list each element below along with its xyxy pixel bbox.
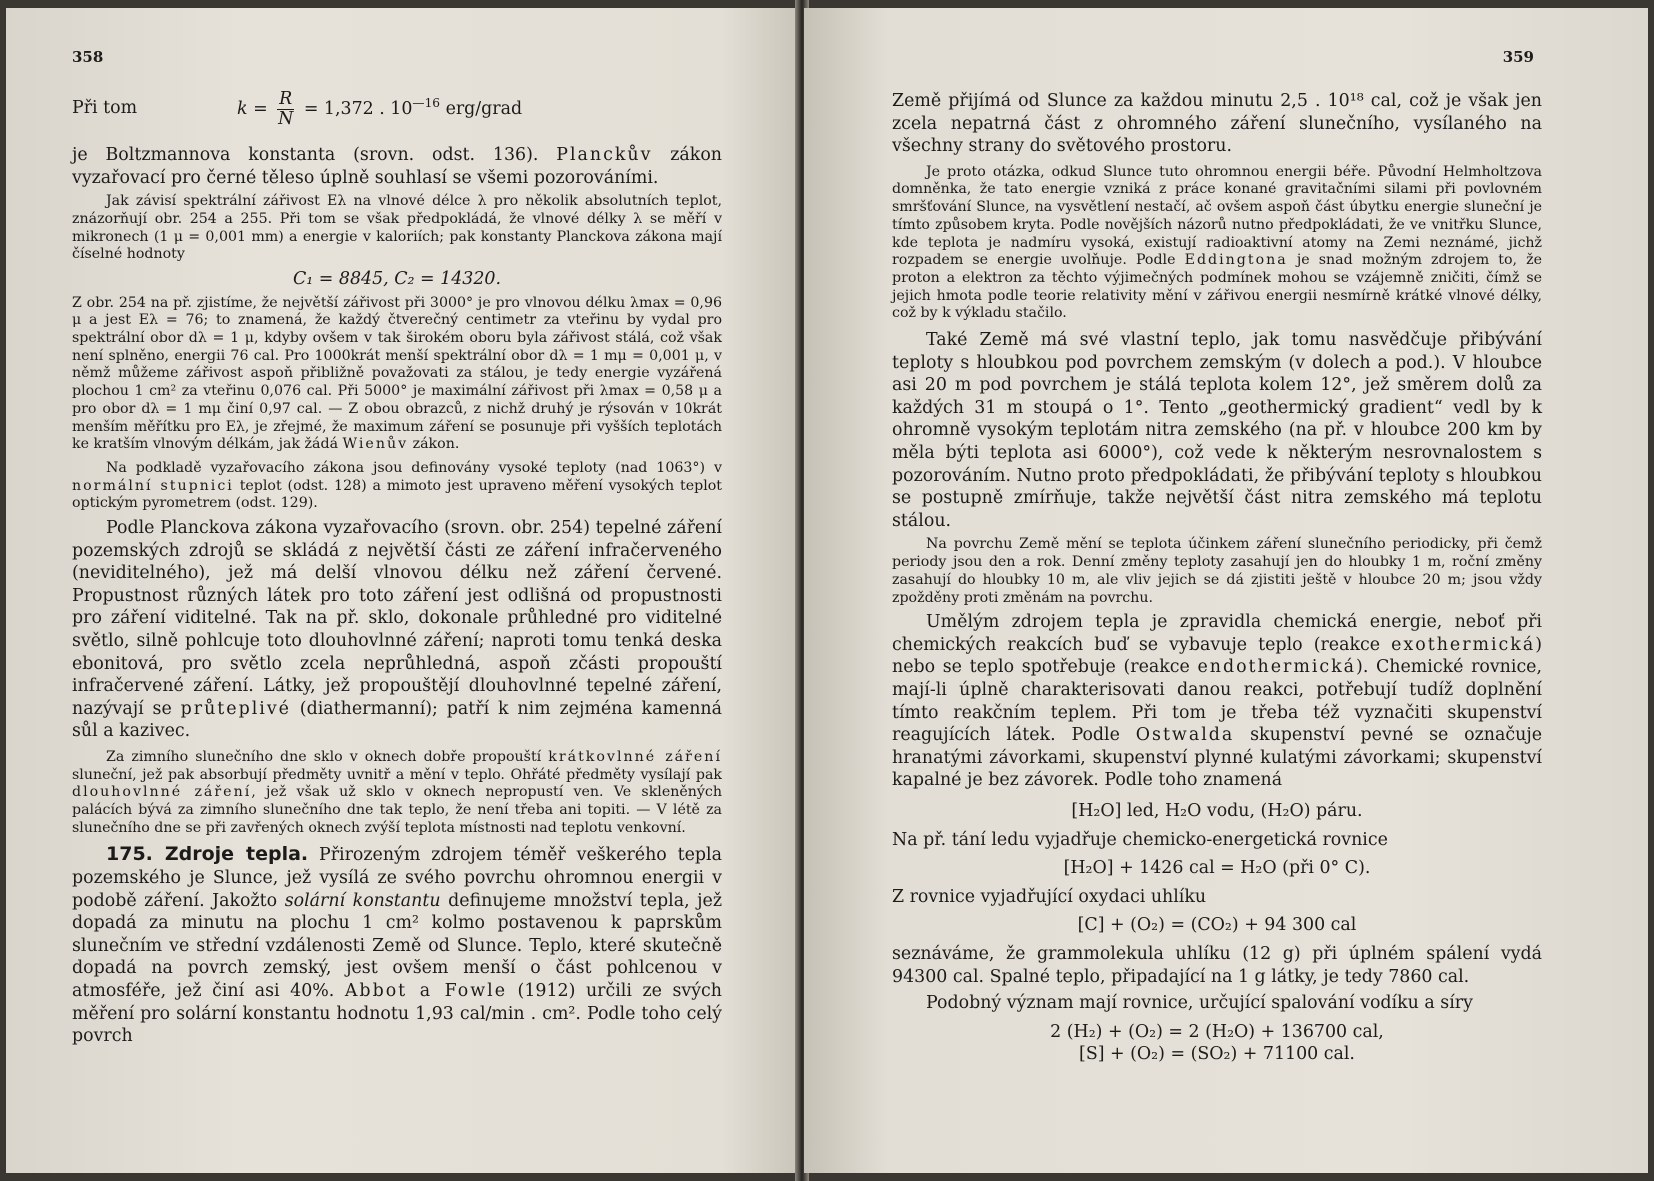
paragraph-small: Na povrchu Země mění se teplota účinkem záření slunečního periodicky, při čemž periody jsou den a rok. Denní změny teploty zasahují jen do hloubky 1 m, roční změny zasahují do hloubky 10 m, ale vliv jejich se dá zjistiti ještě v hloubce 20 m; jsou vždy zpožděny proti změnám na povrchu. [892,536,1542,606]
paragraph: Z rovnice vyjadřující oxydaci uhlíku [892,886,1207,907]
spaced-name: Wienův [342,436,409,453]
equation: 2 (H₂) + (O₂) = 2 (H₂O) + 136700 cal, [1050,1021,1384,1042]
paragraph: Také Země má své vlastní teplo, jak tomu nasvědčuje přibývání teploty s hloubkou pod povrchem zemským (v dolech a pod.). V hloubce asi 20 m pod povrchem je stálá teplota kolem 12°, jež směrem dolů za každých 31 m stoupá o 1°. Tento „geothermický gradient“ vedl by k ohromně vysokým teplotám nitra zemského (na př. v hloubce 200 km by měla býti teplota asi 6000°), což vede k některým nesrovnalostem s pozorováním. Nutno proto předpokládati, že přibývání teploty s hloubkou se postupně zmírňuje, takže největší část nitra zemského má teplotu stálou. [892,330,1542,531]
spaced-term: endothermická [1197,657,1357,678]
spaced-name: Ostwalda [1135,725,1235,746]
numerator: R [279,89,293,109]
right-page [804,8,1648,1173]
equation: [H₂O] led, H₂O vodu, (H₂O) páru. [1071,801,1363,822]
paragraph: Na př. tání ledu vyjadřuje chemicko-energetická rovnice [892,829,1388,850]
page-number: 358 [72,48,104,66]
eq-unit: erg/grad [440,99,523,119]
paragraph-small: Je proto otázka, odkud Slunce tuto ohromnou energii béře. Původní Helmholtzova domněnka, že tato energie vzniká z práce konané gravitačními silami při povlovném smršťování Slunce, na vysvětlení nestačí, ač ovšem aspoň část úbytku energie sluneční je tímto způsobem kryta. Podle novějších názorů nutno předpokládati, že ve vnitřku Slunce, kde teplota je nadmíru vysoká, existují radioaktivní atomy na Zemi neznámé, jichž rozpadem se energie uvolňuje. Podle Eddingtona je snad možným zdrojem to, že proton a elektron za těchto výjimečných podmínek mohou se vzájemně zničiti, čímž se jejich hmota podle teorie relativity mění v zářivou energii nesmírně krátké vlnové délky, což by k výkladu stačilo. [892,163,1543,322]
section-heading: 175. Zdroje tepla. [106,843,309,866]
spaced-term: dlouhovlnné záření [72,784,252,801]
fraction [277,90,294,129]
spaced-name: Abbot a Fowle [344,981,507,1002]
denominator: N [278,109,294,129]
eq-lhs: k = [237,99,268,119]
intro-label: Při tom [72,98,138,118]
spaced-name: Planckův [556,145,653,165]
paragraph-small: Za zimního slunečního dne sklo v oknech dobře propouští krátkovlnné záření sluneční, jež pak absorbují předměty uvnitř a mění v teplo. Ohřáté předměty vysílají pak dlouhovlnné záření, jež však už sklo v oknech nepropustí ven. Ve skleněných palácích bývá za zimního slunečního dne tak teplo, že není třeba ani topiti. — V létě za slunečního dne se při zavřených oknech zvýší teplota místnosti nad teplotu venkovní. [72,748,722,836]
section-175: 175. Zdroje tepla. Přirozeným zdrojem téměř veškerého tepla pozemského je Slunce, jež vysílá ze svého povrchu ohromnou energii v podobě záření. Jakožto solární konstantu definujeme množství tepla, jež dopadá za minutu na plochu 1 cm² kolmo postavenou k paprskům slunečním ve střední vzdálenosti Země od Slunce. Teplo, které skutečně dopadá na povrch zemský, jest ovšem menší o část pohlcenou v atmosféře, jež činí asi 40%. Abbot a Fowle (1912) určili ze svých měření pro solární konstantu hodnotu 1,93 cal/min . cm². Podle toho celý povrch [72,843,723,1047]
italic-term: solární konstantu [284,890,441,911]
spaced-term: průteplivé [180,698,291,719]
equation-constants: C₁ = 8845, C₂ = 14320. [293,269,501,289]
equation: [H₂O] + 1426 cal = H₂O (při 0° C). [1063,858,1371,879]
spaced-term: exothermická [1391,634,1536,655]
page-number: 359 [1502,48,1534,66]
paragraph-small: Jak závisí spektrální zářivost Eλ na vlnové délce λ pro několik absolutních teplot, znázorňují obr. 254 a 255. Při tom se však předpokládá, že vlnové délky λ se měří v mikronech (1 μ = 0,001 mm) a energie v kaloriích; pak konstanty Planckova zákona mají číselné hodnoty [72,193,722,263]
paragraph: Země přijímá od Slunce za každou minutu 2,5 . 10¹⁸ cal, což je však jen zcela nepatrná část z ohromného záření slunečního, vysílaného na všechny strany do světového prostoru. [892,91,1542,157]
equation: [S] + (O₂) = (SO₂) + 71100 cal. [1079,1044,1355,1065]
equation: [C] + (O₂) = (CO₂) + 94 300 cal [1077,915,1357,936]
spaced-term: krátkovlnné záření [548,748,722,765]
left-page-text [72,90,722,1048]
spaced-term: normální stupnici [72,477,234,494]
paragraph: Umělým zdrojem tepla je zpravidla chemická energie, neboť při chemických reakcích buď se vybavuje teplo (reakce exothermická) nebo se teplo spotřebuje (reakce endothermická). Chemické rovnice, mají-li úplně charakterisovati danou reakci, potřebují tudíž doplnění tímto reakčním teplem. Při tom je třeba též vyznačiti skupenství reagujících látek. Podle Ostwalda skupenství pevné se označuje hranatými závorkami, skupenství plynné kulatými závorkami; skupenství kapalné je bez závorek. Podle toho znamená [892,612,1542,791]
paragraph: je Boltzmannova konstanta (srovn. odst. 136). Planckův zákon vyzařovací pro černé těleso úplně souhlasí se všemi pozorováními. [72,145,722,188]
paragraph: Podobný význam mají rovnice, určující spalování vodíku a síry [926,993,1473,1014]
eq-exponent: —16 [412,96,441,111]
spaced-name: Eddingtona [1184,252,1288,269]
equation-k [237,90,522,129]
eq-rhs: = 1,372 . 10 [303,99,413,119]
boltzmann-equation [72,90,722,144]
paragraph-small: Z obr. 254 na př. zjistíme, že největší zářivost při 3000° je pro vlnovou délku λmax = 0,96 μ a jest Eλ = 76; to znamená, že každý čtverečný centimetr za vteřinu by vydal pro spektrální obor dλ = 1 μ, kdyby ovšem v tak širokém oboru byla zářivost stálá, což však není splněno, energii 76 cal. Pro 1000krát menší spektrální obor dλ = 1 mμ = 0,001 μ, v němž můžeme zářivost aspoň přibližně považovati za stálou, je tedy energie vyzářená plochou 1 cm² za vteřinu 0,076 cal. Při 5000° je maximální zářivost při λmax = 0,58 μ a pro obor dλ = 1 mμ činí 0,97 cal. — Z obou obrazců, z nichž druhý je rýsován v 10krát menším měřítku pro Eλ, je zřejmé, že maximum záření se posunuje při vyšších teplotách ke kratším vlnovým délkám, jak žádá Wienův zákon. [72,294,722,453]
left-page [6,8,801,1173]
right-page-text [892,90,1542,1066]
paragraph-small: Na podkladě vyzařovacího zákona jsou definovány vysoké teploty (nad 1063°) v normální stupnici teplot (odst. 128) a mimoto jest upraveno měření vysokých teplot optickým pyrometrem (odst. 129). [72,459,722,512]
paragraph: seznáváme, že grammolekula uhlíku (12 g) při úplném spálení vydá 94300 cal. Spalné teplo, připadající na 1 g látky, je tedy 7860 cal. [892,943,1542,987]
paragraph: Podle Planckova zákona vyzařovacího (srovn. obr. 254) tepelné záření pozemských zdrojů se skládá z největší části ze záření infračerveného (neviditelného), jež má delší vlnovou délku než záření červené. Propustnost různých látek pro toto záření jest odlišná od propustnosti pro záření viditelné. Tak na př. sklo, dokonale průhledné pro viditelné světlo, silně pohlcuje toto dlouhovlnné záření; naproti tomu tenká deska ebonitová, pro světlo zcela neprůhledná, aspoň zčásti propouští infračervené záření. Látky, jež propouštějí dlouhovlnné tepelné záření, nazývají se průteplivé (diathermanní); patří k nim zejména kamenná sůl a kazivec. [72,518,722,742]
